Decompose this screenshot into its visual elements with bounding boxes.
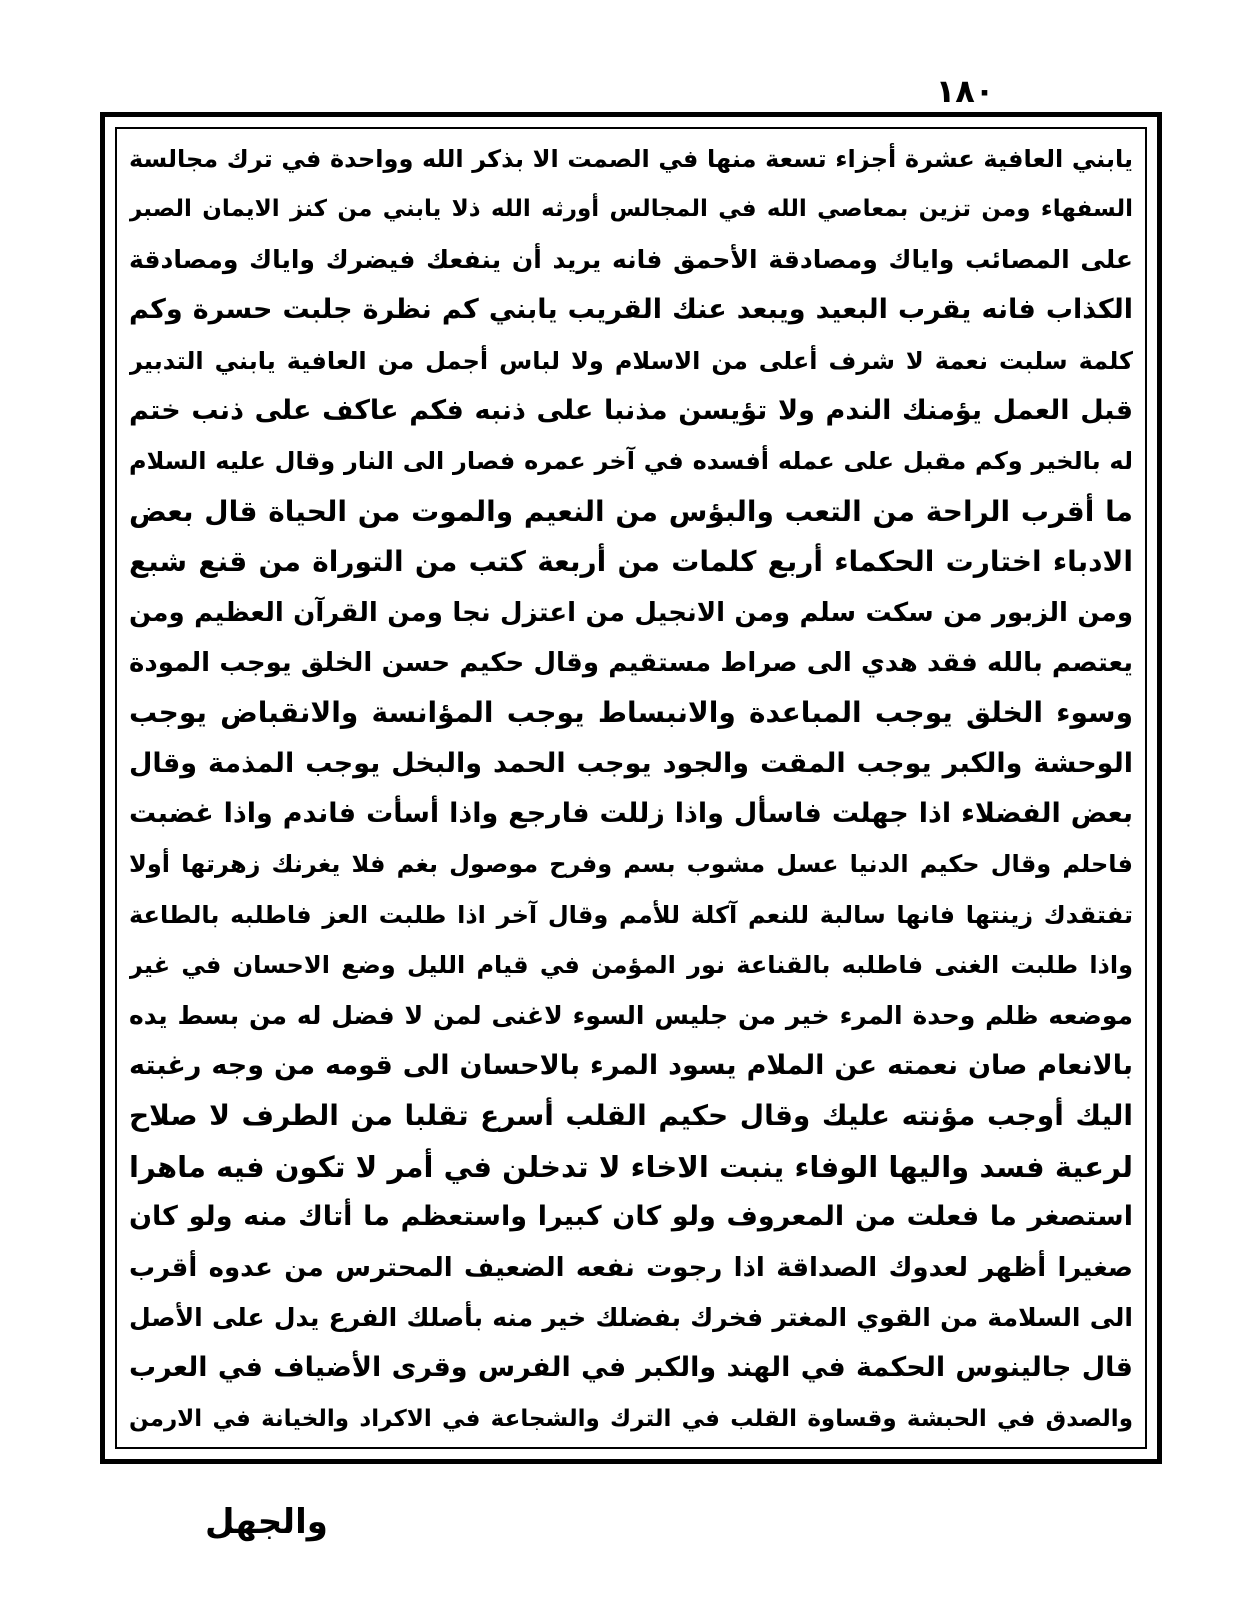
text-line: قال جالينوس الحكمة في الهند والكبر في الفرس وقرى الأضياف في العرب [129,1352,1133,1384]
text-line: بالانعام صان نعمته عن الملام يسود المرء بالاحسان الى قومه من وجه رغبته [129,1050,1133,1082]
text-body [129,139,1133,1439]
text-line: موضعه ظلم وحدة المرء خير من جليس السوء لاغنى لمن لا فضل له من بسط يده [129,1000,1133,1030]
text-line: له بالخير وكم مقبل على عمله أفسده في آخر عمره فصار الى النار وقال عليه السلام [129,447,1133,476]
text-line: الى السلامة من القوي المغتر فخرك بفضلك خير منه بأصلك الفرع يدل على الأصل [129,1302,1133,1332]
text-line: ما أقرب الراحة من التعب والبؤس من النعيم والموت من الحياة قال بعض [129,494,1133,528]
catchword: والجهل [205,1502,328,1542]
text-line: تفتقدك زينتها فانها سالبة للنعم آكلة للأمم وقال آخر اذا طلبت العز فاطلبه بالطاعة [129,900,1133,929]
text-line: استصغر ما فعلت من المعروف ولو كان كبيرا واستعظم ما أتاك منه ولو كان [129,1201,1133,1233]
text-line: بعض الفضلاء اذا جهلت فاسأل واذا زللت فارجع واذا أسأت فاندم واذا غضبت [129,798,1133,830]
text-line: السفهاء ومن تزين بمعاصي الله في المجالس أورثه الله ذلا يابني من كنز الايمان الصبر [129,196,1133,223]
text-line: كلمة سلبت نعمة لا شرف أعلى من الاسلام ولا لباس أجمل من العافية يابني التدبير [129,346,1133,375]
text-line: يابني العافية عشرة أجزاء تسعة منها في الصمت الا بذكر الله وواحدة في ترك مجالسة [129,145,1133,173]
text-line: ومن الزبور من سكت سلم ومن الانجيل من اعتزل نجا ومن القرآن العظيم ومن [129,597,1133,628]
text-line: صغيرا أظهر لعدوك الصداقة اذا رجوت نفعه الضعيف المحترس من عدوه أقرب [129,1252,1133,1283]
page-number: ١٨٠ [935,72,995,110]
text-line: والصدق في الحبشة وقساوة القلب في الترك والشجاعة في الاكراد والخيانة في الارمن [129,1405,1133,1432]
text-line: الكذاب فانه يقرب البعيد ويبعد عنك القريب يابني كم نظرة جلبت حسرة وكم [129,294,1133,326]
text-line: واذا طلبت الغنى فاطلبه بالقناعة نور المؤمن في قيام الليل وضع الاحسان في غير [129,951,1133,980]
text-line: يعتصم بالله فقد هدي الى صراط مستقيم وقال حكيم حسن الخلق يوجب المودة [129,647,1133,678]
inner-border [115,127,1147,1449]
text-line: اليك أوجب مؤنته عليك وقال حكيم القلب أسرع تقلبا من الطرف لا صلاح [129,1099,1133,1133]
text-line: وسوء الخلق يوجب المباعدة والانبساط يوجب المؤانسة والانقباض يوجب [129,696,1133,730]
text-line: الوحشة والكبر يوجب المقت والجود يوجب الحمد والبخل يوجب المذمة وقال [129,747,1133,779]
page-border [100,112,1162,1464]
text-line: قبل العمل يؤمنك الندم ولا تؤيسن مذنبا على ذنبه فكم عاكف على ذنب ختم [129,394,1133,426]
text-line: على المصائب واياك ومصادقة الأحمق فانه يريد أن ينفعك فيضرك واياك ومصادقة [129,244,1133,274]
text-line: لرعية فسد واليها الوفاء ينبت الاخاء لا تدخلن في أمر لا تكون فيه ماهرا [129,1149,1133,1184]
text-line: الادباء اختارت الحكماء أربع كلمات من أربعة كتب من التوراة من قنع شبع [129,545,1133,579]
text-line: فاحلم وقال حكيم الدنيا عسل مشوب بسم وفرح موصول بغم فلا يغرنك زهرتها أولا [129,850,1133,879]
